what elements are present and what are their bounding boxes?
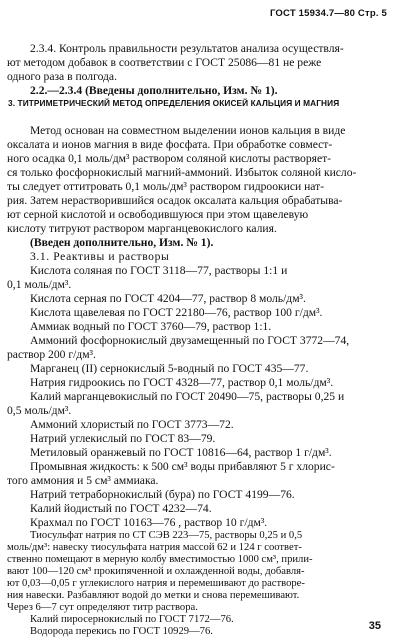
page-number: 35: [368, 620, 381, 632]
amendment-note: [30, 236, 213, 250]
text-line: ственно помещают в мерную колбу вместимостью 1000 см³, прили-: [7, 554, 313, 565]
text-line: того аммония и 5 см³ аммиака.: [7, 474, 159, 487]
text-line: рия. Затем нерастворившийся осадок оксалата кальция обрабатыва-: [7, 194, 343, 207]
text-line: ния навески. Разбавляют водой до метки и снова перемешивают.: [7, 590, 300, 601]
subsection-heading: 3.1. Реактивы и растворы: [30, 250, 170, 263]
text-line: вают 100—120 см³ прокипяченной и охлажденной воды, добавля-: [7, 566, 305, 577]
text-line: Калий йодистый по ГОСТ 4232—74.: [30, 502, 212, 515]
text-line: Промывная жидкость: к 500 см³ воды прибавляют 5 г хлорис-: [30, 460, 335, 473]
text-line: Тиосульфат натрия по СТ СЭВ 223—75, растворы 0,25 и 0,5: [30, 530, 303, 541]
text-line: ют серной кислотой и освободившуюся при этом щавелевую: [7, 208, 309, 221]
amendment-note: [30, 84, 277, 98]
text-line: Аммиак водный по ГОСТ 3760—79, раствор 1:1.: [30, 320, 272, 333]
section-heading: 3. ТИТРИМЕТРИЧЕСКИЙ МЕТОД ОПРЕДЕЛЕНИЯ ОКИСЕЙ КАЛЬЦИЯ И МАГНИЯ: [8, 98, 340, 108]
text-line: Аммоний хлористый по ГОСТ 3773—72.: [30, 418, 234, 431]
text-line: ют 0,03—0,05 г углекислого натрия и перемешивают до растворе-: [7, 578, 305, 589]
text-line: Метод основан на совместном выделении ионов кальция в виде: [30, 124, 346, 137]
text-line: Кислота соляная по ГОСТ 3118—77, растворы 1:1 и: [30, 264, 288, 277]
text-line: ты следует оттитровать 0,1 моль/дм³ раствором гидроокиси нат-: [7, 180, 325, 193]
text-line: раствор 200 г/дм³.: [7, 348, 96, 361]
text-line: ют методом добавок в соответствии с ГОСТ 25086—81 не реже: [7, 56, 322, 69]
text-line: кислоту титруют раствором марганцевокислого калия.: [7, 222, 277, 235]
text-line: Аммоний фосфорнокислый двузамещенный по ГОСТ 3772—74,: [30, 334, 350, 347]
text-line: Кислота щавелевая по ГОСТ 22180—76, раствор 100 г/дм³.: [30, 306, 323, 319]
text-line: Кислота серная по ГОСТ 4204—77, раствор 8 моль/дм³.: [30, 292, 306, 305]
text-line: Калий марганцевокислый по ГОСТ 20490—75, растворы 0,25 и: [30, 390, 345, 403]
amendment-text: 2.2.—2.3.4 (Введены дополнительно, Изм. № 1).: [30, 84, 278, 97]
text-line: Через 6—7 сут определяют титр раствора.: [7, 602, 198, 613]
text-line: Натрия гидроокись по ГОСТ 4328—77, раствор 0,1 моль/дм³.: [30, 376, 334, 389]
text-line: ного осадка 0,1 моль/дм³ раствором соляной кислоты растворяет-: [7, 152, 332, 165]
text-line: Водорода перекись по ГОСТ 10929—76.: [30, 626, 213, 637]
text-line: Натрий тетраборнокислый (бура) по ГОСТ 4199—76.: [30, 488, 295, 501]
text-line: Крахмал по ГОСТ 10163—76 , раствор 10 г/дм³.: [30, 516, 268, 529]
text-line: одного раза в полгода.: [7, 70, 117, 83]
text-line: Марганец (II) сернокислый 5-водный по ГОСТ 435—77.: [30, 362, 309, 375]
amendment-text: (Введен дополнительно, Изм. № 1).: [30, 236, 214, 249]
text-line: ся только фосфорнокислый магний-аммоний. Избыток соляной кисло-: [7, 166, 357, 179]
text-line: Калий пиросернокислый по ГОСТ 7172—76.: [30, 614, 234, 625]
text-line: Натрий углекислый по ГОСТ 83—79.: [30, 432, 216, 445]
running-header: ГОСТ 15934.7—80 Стр. 5: [269, 8, 387, 19]
text-line: 0,5 моль/дм³.: [7, 404, 72, 417]
text-line: оксалата и ионов магния в виде фосфата. При обработке совмест-: [7, 138, 333, 151]
text-line: 0,1 моль/дм³.: [7, 278, 72, 291]
text-line: моль/дм³: навеску тиосульфата натрия массой 62 и 124 г соответ-: [7, 542, 302, 553]
text-line: 2.3.4. Контроль правильности результатов анализа осуществля-: [30, 42, 344, 55]
text-line: Метиловый оранжевый по ГОСТ 10816—64, раствор 1 г/дм³.: [30, 446, 332, 459]
